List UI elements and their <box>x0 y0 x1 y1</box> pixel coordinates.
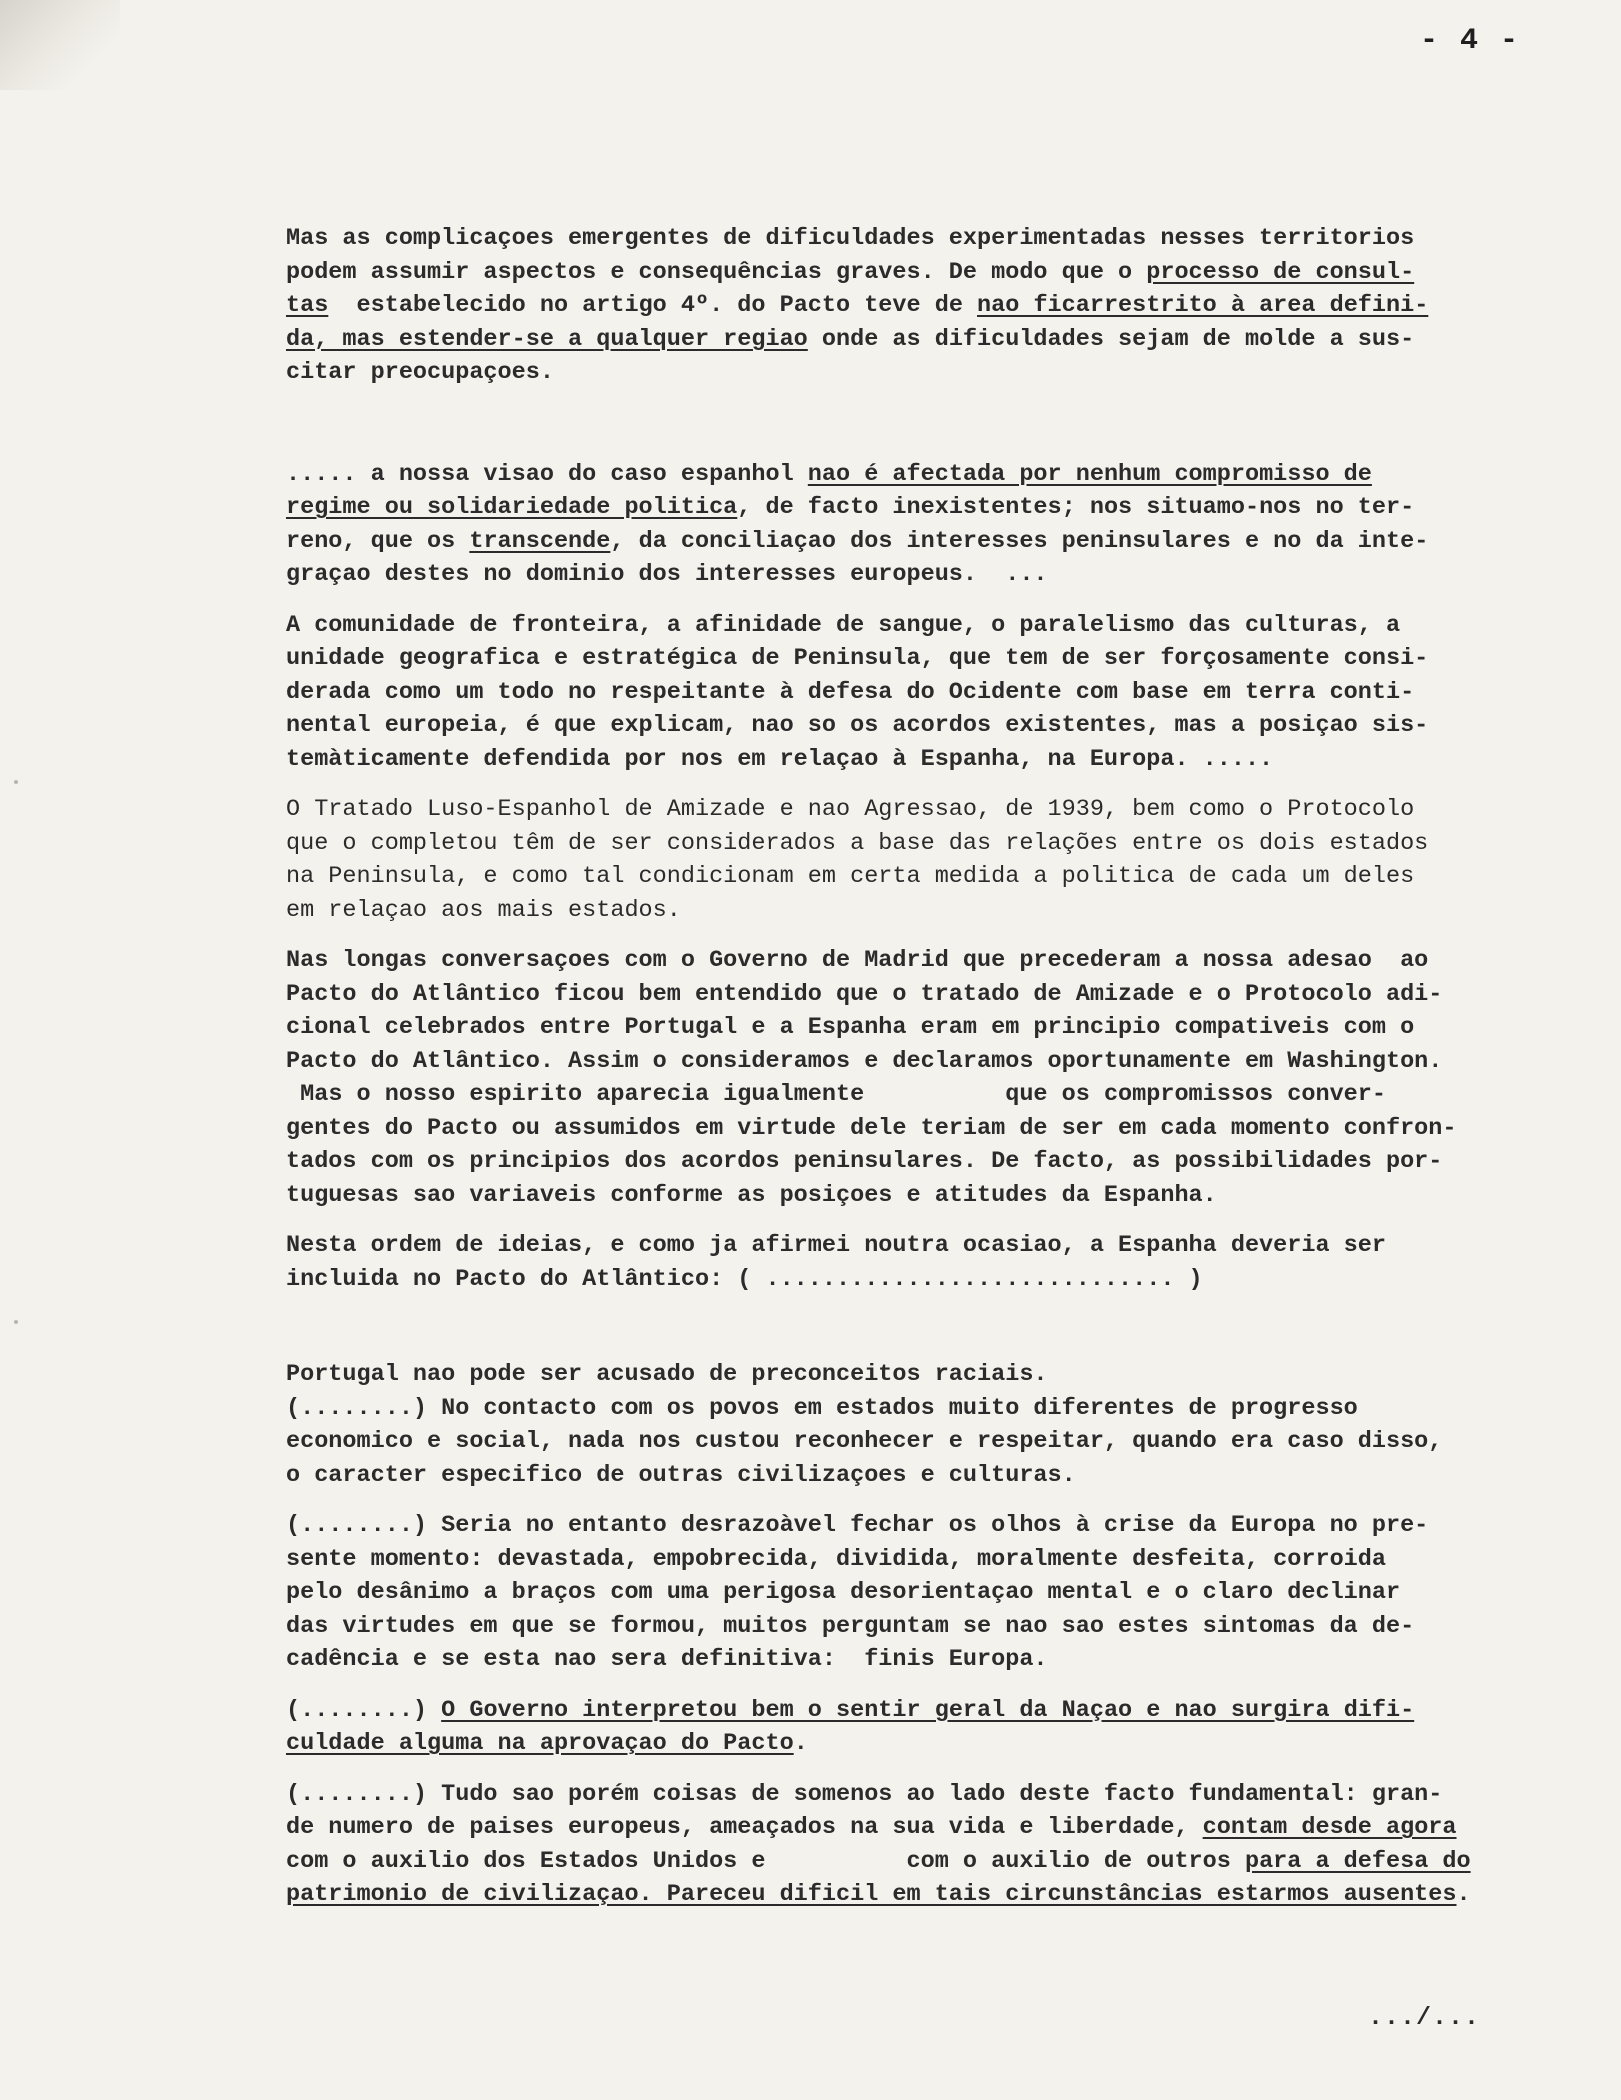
text-segment: . <box>793 1730 808 1757</box>
underlined-text: processo de consul- tas <box>286 258 1415 319</box>
text-segment: (........) <box>286 1696 442 1724</box>
text-segment: (........) Tudo sao porém coisas de somenos ao lado deste facto fundamental: gran- de numero de paises europeus, ameaçados na sua vida e liberdade, <box>286 1780 1443 1841</box>
continuation-marker: .../... <box>1368 2003 1481 2032</box>
text-segment: , de facto inexistentes; nos situamo-nos no ter- reno, que os <box>286 494 1415 555</box>
text-segment: ..... a nossa visao do caso espanhol <box>286 460 808 488</box>
text-segment: Nesta ordem de ideias, e como ja afirmei noutra ocasiao, a Espanha deveria ser incluida no Pacto do Atlântico: ( ............................. ) <box>286 1232 1386 1293</box>
underlined-text: contam desde agora <box>1202 1814 1457 1841</box>
text-segment: O Tratado Luso-Espanhol de Amizade e nao Agressao, de 1939, bem como o Protocolo que o completou têm de ser considerados a base das relações entre os dois estados na Peninsula, e como tal condicionam em certa medida a politica de cada um deles em relaçao aos mais estados. <box>286 796 1429 924</box>
paragraph <box>286 458 1586 592</box>
paragraph <box>286 793 1586 927</box>
page-number: - 4 - <box>1420 24 1521 58</box>
paragraph <box>286 1358 1586 1492</box>
paragraph <box>286 1694 1586 1761</box>
text-segment: Portugal nao pode ser acusado de preconceitos raciais. (........) No contacto com os povos em estados muito diferentes de progresso economico e social, nada nos custou reconhecer e respeitar, quando era caso disso, o caracter especifico de outras civilizaçoes e culturas. <box>286 1361 1443 1489</box>
underlined-text: nao é afectada por nenhum compromisso de regime ou solidariedade politica <box>286 460 1372 521</box>
paragraph <box>286 1778 1586 1912</box>
text-segment: Nas longas conversaçoes com o Governo de Madrid que precederam a nossa adesao ao Pacto do Atlântico ficou bem entendido que o tratado de Amizade e o Protocolo adi- cional celebrados entre Portugal e a Espanha eram em principio compativeis com o Pacto do Atlântico. Assim o consideramos e declaramos oportunamente em Washington. Mas o nosso espirito aparecia igualmente que os compromissos conver- gentes do Pacto ou assumidos em virtude dele teriam de ser em cada momento confron- tados com os principios dos acordos peninsulares. De facto, as possibilidades por- tuguesas sao variaveis conforme as posiçoes e atitudes da Espanha. <box>286 947 1457 1209</box>
underlined-text: O Governo interpretou bem o sentir geral da Naçao e nao surgira difi- culdade alguma na aprovaçao do Pacto <box>286 1696 1415 1757</box>
text-segment: onde as dificuldades sejam de molde a sus- citar preocupaçoes. <box>286 325 1415 386</box>
paragraph <box>286 222 1586 390</box>
text-segment: . <box>1456 1881 1471 1908</box>
punch-mark <box>14 1320 18 1324</box>
underlined-text: para a defesa do patrimonio de civilizaçao. Pareceu dificil em tais circunstâncias estarmos ausentes <box>286 1847 1471 1908</box>
punch-mark <box>14 780 18 784</box>
underlined-text: nao ficarrestrito à area defini- da, mas estender-se a qualquer regiao <box>286 292 1429 353</box>
paragraph <box>286 1509 1586 1677</box>
text-segment: estabelecido no artigo 4º. do Pacto teve de <box>328 292 978 319</box>
paragraph <box>286 944 1586 1212</box>
text-segment: com o auxilio dos Estados Unidos e com o auxilio de outros <box>286 1847 1231 1875</box>
text-segment: A comunidade de fronteira, a afinidade de sangue, o paralelismo das culturas, a unidade geografica e estratégica de Peninsula, que tem de ser forçosamente consi- derada como um todo no respeitante à defesa do Ocidente com base em terra conti- nental europeia, é que explicam, nao so os acordos existentes, mas a posiçao sis- temàticamente defendida por nos em relaçao à Espanha, na Europa. ..... <box>286 611 1429 773</box>
text-segment: (........) Seria no entanto desrazoàvel fechar os olhos à crise da Europa no pre- sente momento: devastada, empobrecida, dividida, moralmente desfeita, corroida pelo desânimo a braços com uma perigosa desorientaçao mental e o claro declinar das virtudes em que se formou, muitos perguntam se nao sao estes sintomas da de- cadência e se esta nao sera definitiva: finis Europa. <box>286 1512 1429 1673</box>
folded-corner <box>0 0 120 90</box>
text-segment: , da conciliaçao dos interesses peninsulares e no da inte- graçao destes no dominio dos interesses europeus. ... <box>286 527 1429 588</box>
document-body <box>286 222 1586 1929</box>
paragraph <box>286 1229 1586 1296</box>
paragraph <box>286 609 1586 777</box>
text-segment: Mas as complicaçoes emergentes de dificuldades experimentadas nesses territorios podem assumir aspectos e consequências graves. De modo que o <box>286 225 1415 286</box>
underlined-text: transcende <box>469 527 611 555</box>
